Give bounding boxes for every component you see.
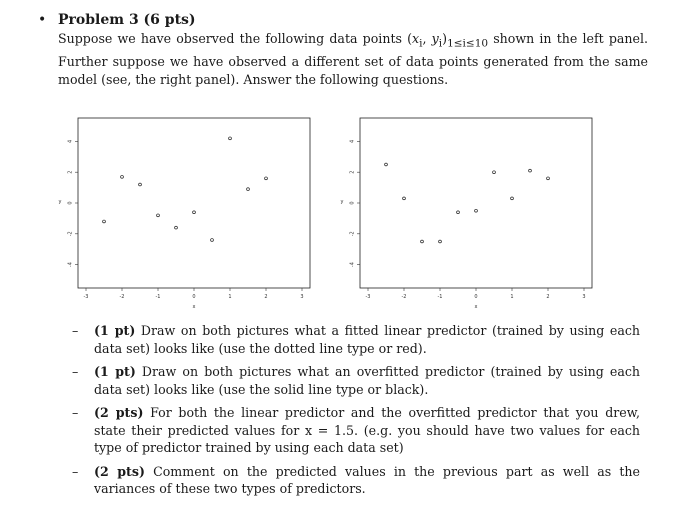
y-tick-label: -4 (349, 262, 356, 268)
dash-1: – (72, 323, 79, 338)
y-axis-label: y (58, 199, 62, 205)
x-axis-label: x (192, 304, 196, 310)
data-point (385, 163, 388, 166)
math-sub-i-2: i (438, 37, 443, 50)
part-3-points: (2 pts) (94, 405, 144, 420)
data-point (457, 211, 460, 214)
x-tick-label: 1 (228, 294, 232, 300)
part-1 (72, 322, 640, 357)
part-4-text: Comment on the predicted values in the previous part as well as the variances of these two types of predictors. (94, 463, 641, 496)
data-point (157, 214, 160, 217)
dash-4: – (72, 463, 79, 479)
data-point (439, 240, 442, 243)
data-point (247, 188, 250, 191)
y-tick-label: 0 (349, 201, 356, 205)
dash-3: – (72, 405, 79, 420)
x-axis-label: x (474, 304, 478, 310)
problem-title: Problem 3 (6 pts) (58, 12, 196, 28)
x-tick-label: -2 (119, 294, 125, 300)
part-2-text: Draw on both pictures what an overfitted predictor (trained by using each data set) looks like (use the solid line type or black). (94, 364, 640, 397)
data-point (193, 211, 196, 214)
x-tick-label: -2 (401, 294, 407, 300)
math-y: y (431, 31, 439, 46)
data-point (139, 183, 142, 186)
intro-paren: ) (442, 31, 448, 46)
intro-text-2: shown in the left panel. Further suppose we have observed a different set of data points generated from the same model (see, the right panel). Answer the following questions. (58, 31, 648, 87)
y-tick-label: 4 (67, 139, 74, 143)
x-tick-label: -3 (83, 294, 89, 300)
plots-area (48, 110, 618, 310)
x-tick-label: 2 (546, 294, 550, 300)
y-tick-label: -2 (67, 231, 74, 237)
x-tick-label: 3 (582, 294, 586, 300)
data-point (229, 137, 232, 140)
intro-text-1: Suppose we have observed the following data points ( (58, 31, 413, 46)
y-tick-label: 2 (67, 170, 74, 174)
y-tick-label: 2 (349, 170, 356, 174)
bullet-icon: • (38, 12, 47, 28)
x-tick-label: -1 (437, 294, 443, 300)
part-4-points: (2 pts) (94, 463, 145, 479)
math-sub-i: i (419, 37, 423, 50)
math-x: x (412, 31, 420, 46)
part-1-points: (1 pt) (94, 323, 136, 338)
data-point (547, 177, 550, 180)
data-point (511, 197, 514, 200)
data-point (121, 175, 124, 178)
data-point (475, 209, 478, 212)
x-tick-label: -3 (365, 294, 371, 300)
data-point (529, 169, 532, 172)
right-scatter-plot[interactable] (330, 110, 600, 310)
question-parts (72, 322, 640, 504)
x-tick-label: 2 (264, 294, 268, 300)
left-scatter-plot[interactable] (48, 110, 318, 310)
part-4 (72, 463, 640, 498)
part-2-points: (1 pt) (94, 364, 136, 379)
data-point (493, 171, 496, 174)
dash-2: – (72, 364, 79, 379)
data-point (175, 226, 178, 229)
data-point (265, 177, 268, 180)
data-point (103, 220, 106, 223)
data-point (403, 197, 406, 200)
x-tick-label: -1 (155, 294, 161, 300)
y-tick-label: 4 (349, 139, 356, 143)
intro-comma: , (422, 31, 432, 46)
part-3-text: For both the linear predictor and the overfitted predictor that you drew, state their predicted values for x = 1.5. (e.g. you should have two values for each type of predictor trained by using each data set) (94, 405, 641, 455)
index-range: 1≤i≤10 (447, 37, 489, 50)
part-3 (72, 404, 640, 457)
y-tick-label: 0 (67, 201, 74, 205)
data-point (211, 239, 214, 242)
x-tick-label: 0 (192, 294, 196, 300)
plot-frame (360, 118, 592, 288)
data-point (421, 240, 424, 243)
problem-intro (58, 30, 648, 88)
part-2 (72, 363, 640, 398)
x-tick-label: 0 (474, 294, 478, 300)
y-tick-label: -4 (67, 262, 74, 268)
y-axis-label: y (340, 199, 344, 205)
x-tick-label: 1 (510, 294, 514, 300)
y-tick-label: -2 (349, 231, 356, 237)
plot-frame (78, 118, 310, 288)
problem-block (38, 10, 648, 88)
part-1-text: Draw on both pictures what a fitted linear predictor (trained by using each data set) looks like (use the dotted line type or red). (94, 323, 640, 356)
x-tick-label: 3 (300, 294, 304, 300)
